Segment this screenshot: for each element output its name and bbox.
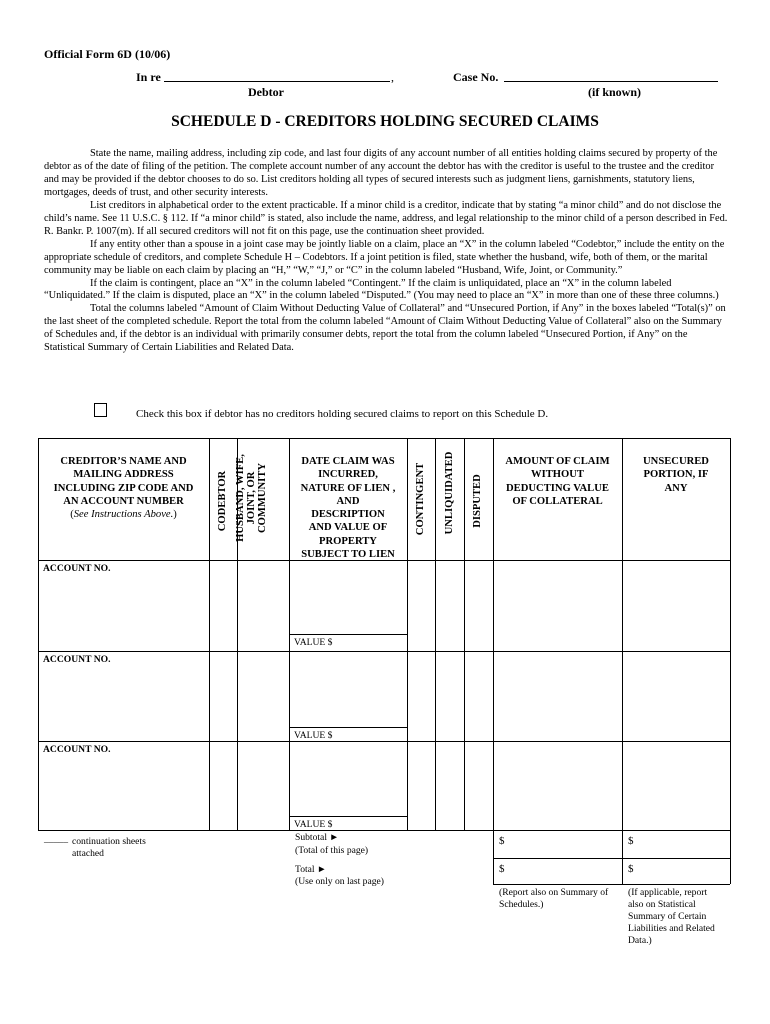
col-divider <box>209 438 210 830</box>
value-label: VALUE $ <box>294 637 333 648</box>
instruction-paragraph: Total the columns labeled “Amount of Claim Without Deducting Value of Collateral” and “Unsecured Portion, if Any” in the boxes labeled “Total(s)” on the last sheet of the completed schedule. Report the total from the column labeled “Amount of Claim Without Deducting Value of Collateral” also on the Summary of Schedules and, if the debtor is an individual with primarily consumer debts, report the total from the column labeled “Unsecured Portion, if Any” on the Statistical Summary of Certain Liabilities and Related Data. <box>44 303 726 354</box>
comma: , <box>391 70 394 84</box>
if-known-caption: (if known) <box>588 85 642 99</box>
unliquidated-header: UNLIQUIDATED <box>444 451 455 535</box>
subtotal-amount-field[interactable]: $ <box>499 835 505 847</box>
instruction-paragraph: List creditors in alphabetical order to the extent practicable. If a minor child is a creditor, indicate that by stating “a minor child” and do not disclose the child’s name. See 11 U.S.C. § 112. If “a minor child” is stated, also include the name, address, and legal relationship to the minor child of a person described in Fed. R. Bankr. P. 1007(m). If all secured creditors will not fit on this page, use the continuation sheet provided. <box>44 199 728 237</box>
col-divider <box>464 438 465 830</box>
instruction-paragraph: State the name, mailing address, including zip code, and last four digits of any account number of all entities holding claims secured by property of the debtor as of the date of filing of the petition. The complete account number of any account the debtor has with the creditor is useful to the trustee and the creditor and may be provided if the debtor chooses to do so. List creditors holding all types of secured interests such as judgment liens, garnishments, statutory liens, mortgages, deeds of trust, and other security interests. <box>44 148 718 198</box>
continuation-text: continuation sheets <box>72 836 146 847</box>
subtotal-unsecured-field[interactable]: $ <box>628 835 634 847</box>
date-claim-header: DATE CLAIM WAS INCURRED, NATURE OF LIEN , AND DESCRIPTION AND VALUE OF PROPERTY SUBJECT TO LIEN <box>300 456 396 561</box>
hwjc-header: HUSBAND, WIFE, JOINT, OR COMMUNITY <box>235 454 268 542</box>
table-border-right <box>730 438 731 884</box>
value-line <box>289 727 407 728</box>
total-label: Total ► <box>295 864 327 875</box>
continuation-sheets-count[interactable]: _____ <box>44 834 68 845</box>
value-label: VALUE $ <box>294 730 333 741</box>
codebtor-header: CODEBTOR <box>217 470 228 532</box>
col-divider <box>407 438 408 830</box>
subtotal-box-bottom <box>493 858 730 859</box>
contingent-header: CONTINGENT <box>415 462 426 536</box>
amount-report-note: (Report also on Summary of Schedules.) <box>499 887 609 910</box>
creditor-header: CREDITOR’S NAME AND MAILING ADDRESS INCLUDING ZIP CODE AND AN ACCOUNT NUMBER (See Instructions Above.) <box>53 456 194 521</box>
disputed-header: DISPUTED <box>472 474 483 528</box>
account-no-label: ACCOUNT NO. <box>43 744 111 755</box>
col-divider <box>435 438 436 830</box>
total-unsecured-field[interactable]: $ <box>628 863 634 875</box>
form-id: Official Form 6D (10/06) <box>44 47 171 61</box>
row-divider <box>38 741 730 742</box>
value-line <box>289 816 407 817</box>
value-line <box>289 634 407 635</box>
attached-text: attached <box>72 848 104 859</box>
row-divider <box>38 651 730 652</box>
subtotal-label: Subtotal ► <box>295 832 339 843</box>
case-no-label: Case No. <box>453 70 499 84</box>
row-divider <box>38 830 730 831</box>
total-note: (Use only on last page) <box>295 876 384 887</box>
subtotal-note: (Total of this page) <box>295 845 369 856</box>
instructions <box>44 148 730 355</box>
case-no-field[interactable] <box>504 81 718 82</box>
value-label: VALUE $ <box>294 819 333 830</box>
table-border-left <box>38 438 39 830</box>
instruction-paragraph: If the claim is contingent, place an “X” in the column labeled “Contingent.” If the claim is unliquidated, place an “X” in the column labeled “Unliquidated.” If the claim is disputed, place an “X” in the column labeled “Disputed.” (You may need to place an “X” in more than one of these three columns.) <box>44 277 719 302</box>
account-no-label: ACCOUNT NO. <box>43 654 111 665</box>
total-box-bottom <box>493 884 730 885</box>
table-border-top <box>38 438 730 439</box>
instruction-paragraph: If any entity other than a spouse in a joint case may be jointly liable on a claim, place an “X” in the column labeled “Codebtor,” include the entity on the appropriate schedule of creditors, and complete Schedule H – Codebtors. If a joint petition is filed, state whether the husband, wife, both of them, or the marital community may be liable on each claim by placing an “H,” “W,” “J,” or “C” in the column labeled “Husband, Wife, Joint, or Community.” <box>44 238 725 276</box>
total-amount-field[interactable]: $ <box>499 863 505 875</box>
unsecured-report-note: (If applicable, report also on Statistical Summary of Certain Liabilities and Related Data.) <box>628 887 715 946</box>
col-divider <box>622 438 623 884</box>
no-creditors-checkbox[interactable] <box>94 403 107 417</box>
in-re-label: In re <box>136 70 161 84</box>
no-creditors-label: Check this box if debtor has no creditors holding secured claims to report on this Schedule D. <box>136 408 549 420</box>
amount-header: AMOUNT OF CLAIM WITHOUT DEDUCTING VALUE OF COLLATERAL <box>505 456 610 507</box>
debtor-name-field[interactable] <box>164 81 390 82</box>
page-title: SCHEDULE D - CREDITORS HOLDING SECURED CLAIMS <box>171 113 599 130</box>
debtor-caption: Debtor <box>248 85 284 99</box>
account-no-label: ACCOUNT NO. <box>43 563 111 574</box>
unsecured-header: UNSECURED PORTION, IF ANY <box>643 456 709 494</box>
